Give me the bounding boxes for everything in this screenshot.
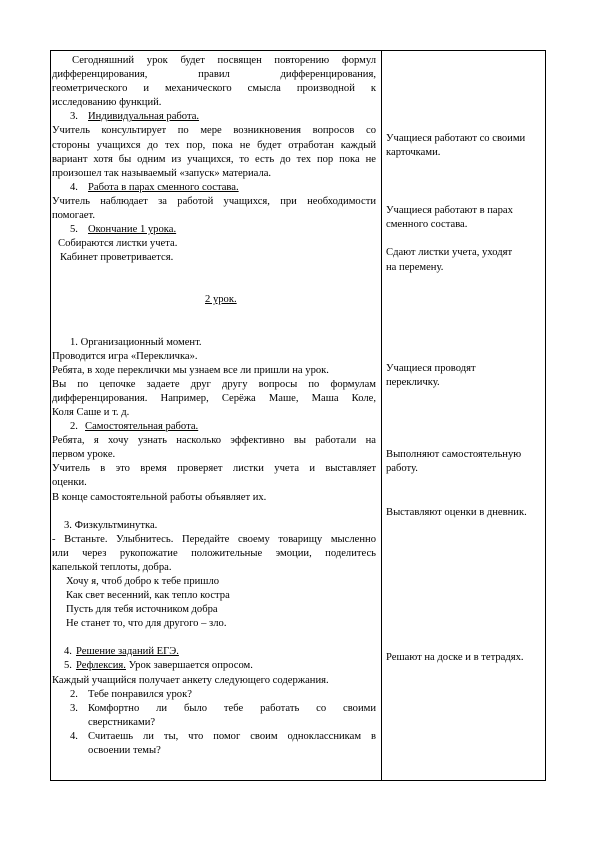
- student-activity: карточками.: [386, 147, 441, 158]
- section-text: Кабинет проветривается.: [60, 252, 174, 264]
- section-text: Проводится игра «Перекличка».: [52, 350, 198, 362]
- section-text: оценки.: [52, 477, 87, 489]
- student-activity: Решают на доске и в тетрадях.: [386, 652, 524, 663]
- section-text: Вы по цепочке задаете друг другу вопросы по формулам: [52, 378, 376, 390]
- student-activity: сменного состава.: [386, 219, 468, 230]
- survey-question: 4. Считаешь ли ты, что помог своим одноклассникам в: [70, 730, 376, 742]
- intro-line: исследованию функций.: [52, 97, 162, 109]
- table-border-left: [50, 50, 51, 781]
- section-heading: 5. Окончание 1 урока.: [70, 224, 177, 236]
- section-heading: 3. Физкультминутка.: [64, 519, 158, 531]
- section-text: Учитель консультирует по мере возникновения вопросов со: [52, 125, 376, 137]
- section-text: Ребята, в ходе переклички мы узнаем все ли пришли на урок.: [52, 364, 329, 376]
- section-text: дифференцирования. Например, Серёжа Маше, Маша Коле,: [52, 392, 376, 404]
- student-activity: Учащиеся работают со своими: [386, 133, 526, 144]
- section-text: Учитель в это время проверяет листки учета и выставляет: [52, 463, 376, 475]
- section-text: - Встаньте. Улыбнитесь. Передайте своему товарищу мысленно: [52, 533, 376, 545]
- poem-line: Хочу я, чтоб добро к тебе пришло: [66, 576, 220, 587]
- student-activity: Выставляют оценки в дневник.: [386, 507, 527, 518]
- table-border-middle: [381, 50, 382, 781]
- survey-question-cont: сверстниками?: [88, 716, 156, 728]
- section-text: Собираются листки учета.: [58, 238, 178, 250]
- poem-line: Не станет то, что для другого – зло.: [66, 618, 227, 630]
- poem-line: Пусть для тебя источником добра: [66, 604, 218, 616]
- intro-line: Сегодняшний урок будет посвящен повторению формул: [72, 55, 376, 66]
- student-activity: Учащиеся проводят: [386, 363, 476, 374]
- table-border-right: [545, 50, 546, 781]
- table-border-bottom: [50, 780, 546, 781]
- section-heading: 1. Организационный момент.: [70, 336, 202, 348]
- student-activity: Выполняют самостоятельную: [386, 449, 522, 460]
- survey-question-cont: освоении темы?: [88, 745, 161, 757]
- section-text: произошел так называемый «запуск» материала.: [52, 167, 272, 179]
- student-activity: Сдают листки учета, уходят: [386, 247, 513, 258]
- section-heading: 3. Индивидуальная работа.: [70, 111, 200, 123]
- section-text: вариант хотя бы одним из учащихся, то есть до тех пор пока не: [52, 153, 376, 165]
- section-text: первом уроке.: [52, 449, 116, 461]
- student-activity: Учащиеся работают в парах: [386, 205, 513, 216]
- section-heading: 4. Работа в парах сменного состава.: [70, 181, 239, 193]
- section-text: В конце самостоятельной работы объявляет их.: [52, 491, 267, 503]
- section-heading: 4. Решение заданий ЕГЭ.: [64, 646, 179, 658]
- student-activity: на перемену.: [386, 262, 444, 273]
- lesson-plan-teacher-column: [52, 54, 376, 758]
- table-border-top: [50, 50, 546, 51]
- survey-question: 2. Тебе понравился урок?: [70, 688, 192, 700]
- section-heading: 2. Самостоятельная работа.: [70, 421, 199, 433]
- section-text: помогает.: [52, 210, 95, 222]
- section-text: Каждый учащийся получает анкету следующего содержания.: [52, 674, 329, 686]
- section-text: Ребята, я хочу узнать насколько эффективно вы работали на: [52, 435, 376, 447]
- student-activity: работу.: [386, 463, 418, 474]
- student-activity: перекличку.: [386, 377, 440, 388]
- intro-line: дифференцирования, правил дифференцирования,: [52, 69, 376, 81]
- section-heading: 5. Рефлексия. Урок завершается опросом.: [64, 660, 253, 672]
- intro-line: геометрического и механического смысла производной к: [52, 83, 376, 95]
- section-text: Коля Саше и т. д.: [52, 406, 130, 418]
- section-text: или через рукопожатие положительные эмоции, поделитесь: [52, 547, 376, 559]
- lesson-2-heading: 2 урок.: [205, 294, 237, 306]
- poem-line: Как свет весенний, как тепло костра: [66, 590, 230, 602]
- survey-question: 3. Комфортно ли было тебе работать со своими: [70, 702, 376, 714]
- section-text: Учитель наблюдает за работой учащихся, при необходимости: [52, 195, 376, 207]
- section-text: капелькой теплоты, добра.: [52, 561, 172, 573]
- section-text: стороны учащихся до тех пор, пока не будет отработан каждый: [52, 139, 376, 151]
